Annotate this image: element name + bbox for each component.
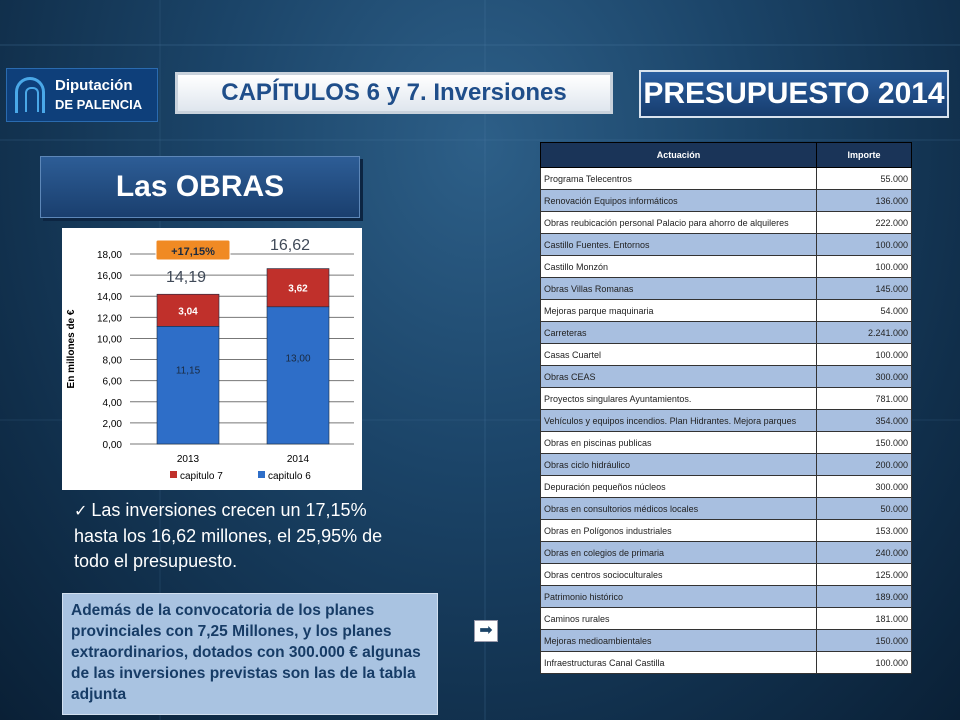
bar-value-label: 3,04 — [178, 306, 198, 318]
importe-cell: 300.000 — [817, 366, 912, 388]
importe-cell: 200.000 — [817, 454, 912, 476]
importe-cell: 150.000 — [817, 630, 912, 652]
table-row — [541, 212, 912, 234]
importe-cell: 100.000 — [817, 234, 912, 256]
slide-title — [175, 72, 613, 114]
table-row — [541, 652, 912, 674]
importe-cell: 781.000 — [817, 388, 912, 410]
actuacion-cell: Obras en piscinas publicas — [541, 432, 817, 454]
table-header-row — [541, 143, 912, 168]
table-row — [541, 410, 912, 432]
logo-line1: Diputación — [55, 77, 133, 94]
importe-cell: 189.000 — [817, 586, 912, 608]
x-tick-label: 2013 — [176, 454, 200, 465]
y-tick-label: 18,00 — [96, 250, 122, 261]
y-tick-label: 8,00 — [102, 355, 122, 367]
table-row — [541, 256, 912, 278]
importe-cell: 125.000 — [817, 564, 912, 586]
actuacion-cell: Mejoras parque maquinaria — [541, 300, 817, 322]
actuacion-cell: Castillo Fuentes. Entornos — [541, 234, 817, 256]
checkmark-icon: ✓ — [74, 503, 88, 520]
actuacion-cell: Patrimonio histórico — [541, 586, 817, 608]
y-tick-label: 6,00 — [102, 376, 122, 388]
bar-capitulo-6 — [157, 326, 219, 444]
actuacion-cell: Vehículos y equipos incendios. Plan Hidrantes. Mejora parques — [541, 410, 817, 432]
diputacion-logo — [6, 68, 158, 122]
note-text: Además de la convocatoria de los planes provinciales con 7,25 Millones, y los planes extraordinarios, dotados con 300.000 € algunas de las inversiones previstas son las de la tabla adjunta — [71, 602, 421, 703]
importe-cell: 54.000 — [817, 300, 912, 322]
bar-value-label: 13,00 — [285, 353, 311, 365]
actuacion-cell: Renovación Equipos informáticos — [541, 190, 817, 212]
table-row — [541, 278, 912, 300]
table-row — [541, 190, 912, 212]
section-title — [40, 156, 360, 218]
investments-table — [540, 142, 912, 674]
table-row — [541, 366, 912, 388]
table-row — [541, 234, 912, 256]
table-row — [541, 476, 912, 498]
importe-cell: 354.000 — [817, 410, 912, 432]
y-tick-label: 10,00 — [96, 334, 122, 346]
bar-value-label: 3,62 — [288, 283, 308, 295]
actuacion-cell: Carreteras — [541, 322, 817, 344]
importe-cell: 145.000 — [817, 278, 912, 300]
importe-cell: 181.000 — [817, 608, 912, 630]
stacked-bar-chart — [62, 228, 362, 490]
actuacion-cell: Infraestructuras Canal Castilla — [541, 652, 817, 674]
header-importe: Importe — [817, 143, 912, 168]
bullet-text: Las inversiones crecen un 17,15% hasta los 16,62 millones, el 25,95% de todo el presupuesto. — [74, 500, 383, 571]
actuacion-cell: Depuración pequeños núcleos — [541, 476, 817, 498]
importe-cell: 136.000 — [817, 190, 912, 212]
logo-line2: DE PALENCIA — [55, 97, 143, 112]
table-row — [541, 168, 912, 190]
table-row — [541, 322, 912, 344]
slide-title-text: CAPÍTULOS 6 y 7. Inversiones — [221, 79, 567, 106]
y-axis-label: En millones de € — [66, 309, 77, 389]
note-box — [62, 593, 438, 715]
y-tick-label: 0,00 — [102, 440, 122, 451]
table-row — [541, 498, 912, 520]
budget-badge — [639, 70, 949, 118]
actuacion-cell: Obras en Polígonos industriales — [541, 520, 817, 542]
y-tick-label: 4,00 — [102, 397, 122, 409]
actuacion-cell: Obras reubicación personal Palacio para ahorro de alquileres — [541, 212, 817, 234]
table-row — [541, 432, 912, 454]
bar-value-label: 11,15 — [175, 365, 201, 377]
legend-label-capitulo-7: capitulo 7 — [180, 471, 223, 482]
legend-swatch-capitulo-6 — [258, 471, 265, 478]
actuacion-cell: Proyectos singulares Ayuntamientos. — [541, 388, 817, 410]
actuacion-cell: Castillo Monzón — [541, 256, 817, 278]
importe-cell: 240.000 — [817, 542, 912, 564]
actuacion-cell: Obras Villas Romanas — [541, 278, 817, 300]
total-label-2014: 16,62 — [270, 237, 311, 254]
table-row — [541, 520, 912, 542]
table-row — [541, 608, 912, 630]
total-label-2013: 14,19 — [166, 269, 207, 286]
table-row — [541, 344, 912, 366]
importe-cell: 100.000 — [817, 256, 912, 278]
y-tick-label: 16,00 — [96, 271, 122, 283]
table-row — [541, 454, 912, 476]
actuacion-cell: Programa Telecentros — [541, 168, 817, 190]
importe-cell: 153.000 — [817, 520, 912, 542]
budget-badge-text: PRESUPUESTO 2014 — [643, 77, 945, 110]
actuacion-cell: Obras en consultorios médicos locales — [541, 498, 817, 520]
actuacion-cell: Obras centros socioculturales — [541, 564, 817, 586]
importe-cell: 300.000 — [817, 476, 912, 498]
bar-capitulo-6 — [267, 307, 329, 444]
arch-logo-icon — [15, 77, 45, 113]
y-tick-label: 2,00 — [102, 418, 122, 430]
y-tick-label: 12,00 — [96, 313, 122, 325]
table-row — [541, 564, 912, 586]
table-row — [541, 586, 912, 608]
actuacion-cell: Caminos rurales — [541, 608, 817, 630]
legend-swatch-capitulo-7 — [170, 471, 177, 478]
actuacion-cell: Obras ciclo hidráulico — [541, 454, 817, 476]
importe-cell: 50.000 — [817, 498, 912, 520]
importe-cell: 222.000 — [817, 212, 912, 234]
header-actuacion: Actuación — [541, 143, 817, 168]
table-row — [541, 630, 912, 652]
actuacion-cell: Mejoras medioambientales — [541, 630, 817, 652]
actuacion-cell: Obras CEAS — [541, 366, 817, 388]
actuacion-cell: Casas Cuartel — [541, 344, 817, 366]
table-row — [541, 542, 912, 564]
importe-cell: 150.000 — [817, 432, 912, 454]
importe-cell: 100.000 — [817, 652, 912, 674]
x-tick-label: 2014 — [286, 454, 310, 465]
importe-cell: 55.000 — [817, 168, 912, 190]
investment-chart — [62, 228, 362, 490]
table-row — [541, 300, 912, 322]
importe-cell: 100.000 — [817, 344, 912, 366]
growth-badge-label: +17,15% — [171, 246, 215, 258]
legend-label-capitulo-6: capitulo 6 — [268, 471, 311, 482]
importe-cell: 2.241.000 — [817, 322, 912, 344]
y-tick-label: 14,00 — [96, 292, 122, 304]
table-row — [541, 388, 912, 410]
next-arrow-icon[interactable]: ➡ — [474, 620, 498, 642]
bullet-point — [74, 498, 404, 574]
actuacion-cell: Obras en colegios de primaria — [541, 542, 817, 564]
section-title-text: Las OBRAS — [115, 170, 285, 203]
